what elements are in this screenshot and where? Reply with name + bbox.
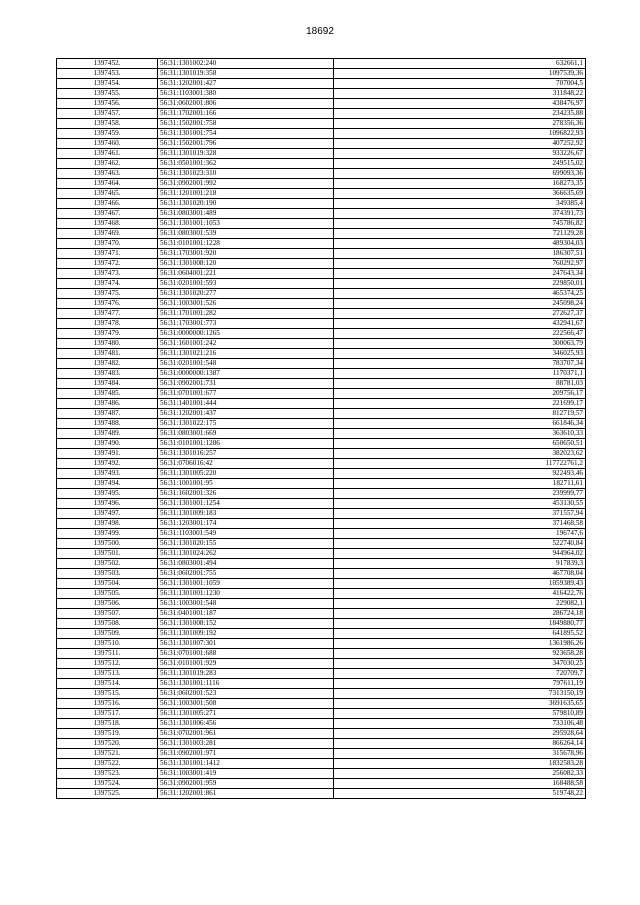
cadastral-number: 56:31:1301022:175 <box>158 419 334 429</box>
cadastral-number: 56:31:0501001:362 <box>158 159 334 169</box>
table-row <box>57 719 586 729</box>
table-row <box>57 249 586 259</box>
table-body <box>57 59 586 799</box>
row-number: 1397501. <box>57 549 158 559</box>
cadastral-value: 432941,67 <box>334 319 586 329</box>
table-row <box>57 299 586 309</box>
row-number: 1397457. <box>57 109 158 119</box>
table-row <box>57 489 586 499</box>
row-number: 1397507. <box>57 609 158 619</box>
cadastral-value: 229082,1 <box>334 599 586 609</box>
row-number: 1397465. <box>57 189 158 199</box>
row-number: 1397487. <box>57 409 158 419</box>
row-number: 1397462. <box>57 159 158 169</box>
table-row <box>57 69 586 79</box>
row-number: 1397481. <box>57 349 158 359</box>
cadastral-number: 56:31:0902001:971 <box>158 749 334 759</box>
row-number: 1397477. <box>57 309 158 319</box>
cadastral-value: 168488,58 <box>334 779 586 789</box>
row-number: 1397464. <box>57 179 158 189</box>
table-row <box>57 369 586 379</box>
cadastral-value: 407252,92 <box>334 139 586 149</box>
table-row <box>57 729 586 739</box>
cadastral-number: 56:31:0201001:593 <box>158 279 334 289</box>
table-row <box>57 759 586 769</box>
row-number: 1397503. <box>57 569 158 579</box>
row-number: 1397472. <box>57 259 158 269</box>
table-row <box>57 509 586 519</box>
cadastral-number: 56:31:1301006:456 <box>158 719 334 729</box>
cadastral-number: 56:31:1103001:380 <box>158 89 334 99</box>
cadastral-value: 1096822,93 <box>334 129 586 139</box>
table-row <box>57 199 586 209</box>
table-row <box>57 219 586 229</box>
cadastral-number: 56:31:1301019:283 <box>158 669 334 679</box>
table-row <box>57 359 586 369</box>
cadastral-value: 300063,79 <box>334 339 586 349</box>
cadastral-value: 933226,67 <box>334 149 586 159</box>
cadastral-number: 56:31:1301001:1053 <box>158 219 334 229</box>
cadastral-value: 1361986,26 <box>334 639 586 649</box>
cadastral-number: 56:31:1003001:419 <box>158 769 334 779</box>
cadastral-number: 56:31:1301002:240 <box>158 59 334 69</box>
cadastral-value: 229850,01 <box>334 279 586 289</box>
cadastral-value: 234235,88 <box>334 109 586 119</box>
cadastral-number: 56:31:1601001:242 <box>158 339 334 349</box>
cadastral-value: 209756,17 <box>334 389 586 399</box>
row-number: 1397482. <box>57 359 158 369</box>
cadastral-number: 56:31:0902001:959 <box>158 779 334 789</box>
row-number: 1397510. <box>57 639 158 649</box>
table-row <box>57 659 586 669</box>
cadastral-value: 641895,52 <box>334 629 586 639</box>
table-row <box>57 569 586 579</box>
cadastral-value: 371468,58 <box>334 519 586 529</box>
row-number: 1397520. <box>57 739 158 749</box>
cadastral-number: 56:31:0803001:669 <box>158 429 334 439</box>
cadastral-number: 56:31:1003001:508 <box>158 699 334 709</box>
row-number: 1397525. <box>57 789 158 799</box>
cadastral-number: 56:31:1301023:310 <box>158 169 334 179</box>
table-row <box>57 779 586 789</box>
cadastral-value: 721129,28 <box>334 229 586 239</box>
cadastral-number: 56:31:0803001:489 <box>158 209 334 219</box>
table-row <box>57 139 586 149</box>
row-number: 1397511. <box>57 649 158 659</box>
table-row <box>57 749 586 759</box>
cadastral-value: 699093,36 <box>334 169 586 179</box>
cadastral-value: 347030,25 <box>334 659 586 669</box>
table-row <box>57 129 586 139</box>
cadastral-number: 56:31:0701001:688 <box>158 649 334 659</box>
table-row <box>57 329 586 339</box>
row-number: 1397506. <box>57 599 158 609</box>
cadastral-value: 519748,22 <box>334 789 586 799</box>
cadastral-number: 56:31:1001001:95 <box>158 479 334 489</box>
row-number: 1397459. <box>57 129 158 139</box>
cadastral-number: 56:31:0602001:523 <box>158 689 334 699</box>
table-row <box>57 239 586 249</box>
cadastral-number: 56:31:1301001:1059 <box>158 579 334 589</box>
cadastral-number: 56:31:1502001:796 <box>158 139 334 149</box>
table-row <box>57 549 586 559</box>
table-row <box>57 649 586 659</box>
table-row <box>57 389 586 399</box>
cadastral-number: 56:31:1301020:190 <box>158 199 334 209</box>
table-row <box>57 619 586 629</box>
row-number: 1397517. <box>57 709 158 719</box>
table-row <box>57 319 586 329</box>
table-row <box>57 399 586 409</box>
cadastral-number: 56:31:0602001:806 <box>158 99 334 109</box>
cadastral-number: 56:31:1301009:183 <box>158 509 334 519</box>
row-number: 1397523. <box>57 769 158 779</box>
cadastral-number: 56:31:0000000:1265 <box>158 329 334 339</box>
row-number: 1397453. <box>57 69 158 79</box>
cadastral-value: 922493,46 <box>334 469 586 479</box>
table-row <box>57 189 586 199</box>
table-row <box>57 519 586 529</box>
row-number: 1397454. <box>57 79 158 89</box>
table-row <box>57 289 586 299</box>
table-row <box>57 259 586 269</box>
row-number: 1397495. <box>57 489 158 499</box>
row-number: 1397496. <box>57 499 158 509</box>
row-number: 1397519. <box>57 729 158 739</box>
cadastral-number: 56:31:1301019:358 <box>158 69 334 79</box>
cadastral-value: 453130,55 <box>334 499 586 509</box>
table-row <box>57 499 586 509</box>
row-number: 1397475. <box>57 289 158 299</box>
cadastral-number: 56:31:0604001:221 <box>158 269 334 279</box>
cadastral-value: 382023,62 <box>334 449 586 459</box>
table-row <box>57 149 586 159</box>
cadastral-number: 56:31:1201001:218 <box>158 189 334 199</box>
table-row <box>57 709 586 719</box>
row-number: 1397498. <box>57 519 158 529</box>
cadastral-value: 579810,89 <box>334 709 586 719</box>
cadastral-value: 632661,1 <box>334 59 586 69</box>
row-number: 1397524. <box>57 779 158 789</box>
table-row <box>57 689 586 699</box>
cadastral-number: 56:31:1702001:166 <box>158 109 334 119</box>
cadastral-number: 56:31:1301001:1116 <box>158 679 334 689</box>
table-row <box>57 559 586 569</box>
cadastral-number: 56:31:1301019:328 <box>158 149 334 159</box>
table-row <box>57 679 586 689</box>
row-number: 1397478. <box>57 319 158 329</box>
cadastral-value: 661846,34 <box>334 419 586 429</box>
table-row <box>57 739 586 749</box>
row-number: 1397509. <box>57 629 158 639</box>
cadastral-value: 923658,28 <box>334 649 586 659</box>
table-row <box>57 109 586 119</box>
table-row <box>57 99 586 109</box>
cadastral-value: 196747,6 <box>334 529 586 539</box>
cadastral-number: 56:31:1703001:773 <box>158 319 334 329</box>
cadastral-number: 56:31:1301008:152 <box>158 619 334 629</box>
cadastral-number: 56:31:1202001:437 <box>158 409 334 419</box>
cadastral-value: 522740,84 <box>334 539 586 549</box>
cadastral-value: 745786,82 <box>334 219 586 229</box>
row-number: 1397458. <box>57 119 158 129</box>
cadastral-number: 56:31:1301001:754 <box>158 129 334 139</box>
cadastral-number: 56:31:1301016:257 <box>158 449 334 459</box>
table-row <box>57 699 586 709</box>
table-row <box>57 469 586 479</box>
row-number: 1397522. <box>57 759 158 769</box>
cadastral-number: 56:31:1301021:216 <box>158 349 334 359</box>
row-number: 1397493. <box>57 469 158 479</box>
cadastral-value: 245098,24 <box>334 299 586 309</box>
table-row <box>57 599 586 609</box>
table-row <box>57 589 586 599</box>
cadastral-number: 56:31:1003001:548 <box>158 599 334 609</box>
table-row <box>57 339 586 349</box>
cadastral-number: 56:31:0602001:755 <box>158 569 334 579</box>
row-number: 1397468. <box>57 219 158 229</box>
cadastral-number: 56:31:1301024:262 <box>158 549 334 559</box>
row-number: 1397476. <box>57 299 158 309</box>
cadastral-number: 56:31:0902001:731 <box>158 379 334 389</box>
table-row <box>57 119 586 129</box>
row-number: 1397491. <box>57 449 158 459</box>
cadastral-value: 489304,03 <box>334 239 586 249</box>
cadastral-number: 56:31:1301005:220 <box>158 469 334 479</box>
cadastral-value: 7313150,19 <box>334 689 586 699</box>
cadastral-value: 707004,5 <box>334 79 586 89</box>
table-row <box>57 419 586 429</box>
cadastral-value: 465374,25 <box>334 289 586 299</box>
cadastral-value: 286724,18 <box>334 609 586 619</box>
cadastral-number: 56:31:0902001:992 <box>158 179 334 189</box>
cadastral-value: 295928,64 <box>334 729 586 739</box>
cadastral-value: 1097539,36 <box>334 69 586 79</box>
cadastral-number: 56:31:1301001:1230 <box>158 589 334 599</box>
cadastral-number: 56:31:1401001:444 <box>158 399 334 409</box>
table-row <box>57 349 586 359</box>
row-number: 1397488. <box>57 419 158 429</box>
table-row <box>57 79 586 89</box>
cadastral-value: 182711,61 <box>334 479 586 489</box>
row-number: 1397492. <box>57 459 158 469</box>
row-number: 1397463. <box>57 169 158 179</box>
row-number: 1397499. <box>57 529 158 539</box>
cadastral-number: 56:31:1202001:861 <box>158 789 334 799</box>
row-number: 1397497. <box>57 509 158 519</box>
cadastral-number: 56:31:1301008:120 <box>158 259 334 269</box>
cadastral-value: 438476,97 <box>334 99 586 109</box>
cadastral-number: 56:31:0702001:961 <box>158 729 334 739</box>
cadastral-value: 117722761,2 <box>334 459 586 469</box>
cadastral-number: 56:31:0101001:929 <box>158 659 334 669</box>
table-row <box>57 169 586 179</box>
cadastral-value: 315678,96 <box>334 749 586 759</box>
table-row <box>57 529 586 539</box>
table-row <box>57 159 586 169</box>
table-row <box>57 579 586 589</box>
cadastral-number: 56:31:1301007:301 <box>158 639 334 649</box>
cadastral-value: 720709,7 <box>334 669 586 679</box>
cadastral-number: 56:31:1203001:174 <box>158 519 334 529</box>
cadastral-value: 366635,69 <box>334 189 586 199</box>
cadastral-number: 56:31:1301001:1412 <box>158 759 334 769</box>
cadastral-value: 467708,04 <box>334 569 586 579</box>
row-number: 1397508. <box>57 619 158 629</box>
row-number: 1397479. <box>57 329 158 339</box>
row-number: 1397460. <box>57 139 158 149</box>
cadastral-value: 812719,57 <box>334 409 586 419</box>
table-row <box>57 269 586 279</box>
table-row <box>57 669 586 679</box>
row-number: 1397500. <box>57 539 158 549</box>
cadastral-value: 247643,34 <box>334 269 586 279</box>
cadastral-value: 917839,3 <box>334 559 586 569</box>
row-number: 1397467. <box>57 209 158 219</box>
row-number: 1397516. <box>57 699 158 709</box>
cadastral-value: 783707,34 <box>334 359 586 369</box>
row-number: 1397466. <box>57 199 158 209</box>
cadastral-number: 56:31:1301001:1254 <box>158 499 334 509</box>
row-number: 1397473. <box>57 269 158 279</box>
cadastral-number: 56:31:0701001:677 <box>158 389 334 399</box>
row-number: 1397486. <box>57 399 158 409</box>
row-number: 1397452. <box>57 59 158 69</box>
cadastral-value: 733106,48 <box>334 719 586 729</box>
row-number: 1397483. <box>57 369 158 379</box>
row-number: 1397471. <box>57 249 158 259</box>
cadastral-value: 249515,02 <box>334 159 586 169</box>
cadastral-number: 56:31:0803001:539 <box>158 229 334 239</box>
cadastral-value: 760292,97 <box>334 259 586 269</box>
table-row <box>57 179 586 189</box>
row-number: 1397494. <box>57 479 158 489</box>
cadastral-value: 221699,17 <box>334 399 586 409</box>
page-number: 18692 <box>306 26 334 37</box>
cadastral-value: 650650,51 <box>334 439 586 449</box>
cadastral-value: 311848,22 <box>334 89 586 99</box>
row-number: 1397469. <box>57 229 158 239</box>
table-row <box>57 539 586 549</box>
table-row <box>57 449 586 459</box>
cadastral-number: 56:31:1003001:526 <box>158 299 334 309</box>
cadastral-value: 256082,33 <box>334 769 586 779</box>
row-number: 1397513. <box>57 669 158 679</box>
table-row <box>57 209 586 219</box>
cadastral-value: 374391,73 <box>334 209 586 219</box>
cadastral-number: 56:31:1301020:155 <box>158 539 334 549</box>
cadastral-number: 56:31:1301005:271 <box>158 709 334 719</box>
row-number: 1397470. <box>57 239 158 249</box>
cadastral-value: 1849880,77 <box>334 619 586 629</box>
table-row <box>57 229 586 239</box>
table-row <box>57 459 586 469</box>
cadastral-value: 222566,47 <box>334 329 586 339</box>
cadastral-value: 278356,36 <box>334 119 586 129</box>
cadastral-number: 56:31:0803001:494 <box>158 559 334 569</box>
cadastral-value: 168273,35 <box>334 179 586 189</box>
cadastral-value: 363610,33 <box>334 429 586 439</box>
row-number: 1397505. <box>57 589 158 599</box>
row-number: 1397490. <box>57 439 158 449</box>
row-number: 1397504. <box>57 579 158 589</box>
cadastral-number: 56:31:1202001:427 <box>158 79 334 89</box>
table-row <box>57 439 586 449</box>
cadastral-value: 1832583,28 <box>334 759 586 769</box>
cadastral-number: 56:31:1103001:549 <box>158 529 334 539</box>
cadastral-number: 56:31:1301009:192 <box>158 629 334 639</box>
cadastral-number: 56:31:0101001:1228 <box>158 239 334 249</box>
row-number: 1397514. <box>57 679 158 689</box>
row-number: 1397455. <box>57 89 158 99</box>
table-row <box>57 429 586 439</box>
cadastral-value: 944964,02 <box>334 549 586 559</box>
row-number: 1397485. <box>57 389 158 399</box>
row-number: 1397480. <box>57 339 158 349</box>
row-number: 1397502. <box>57 559 158 569</box>
cadastral-value: 3691635,65 <box>334 699 586 709</box>
cadastral-value-table <box>56 58 586 799</box>
cadastral-number: 56:31:1701001:282 <box>158 309 334 319</box>
row-number: 1397515. <box>57 689 158 699</box>
cadastral-value: 1059389,43 <box>334 579 586 589</box>
cadastral-value: 797611,19 <box>334 679 586 689</box>
table-row <box>57 89 586 99</box>
cadastral-number: 56:31:0706016:42 <box>158 459 334 469</box>
cadastral-value: 346025,93 <box>334 349 586 359</box>
table-row <box>57 309 586 319</box>
table-row <box>57 789 586 799</box>
cadastral-value: 88781,03 <box>334 379 586 389</box>
cadastral-value: 186307,51 <box>334 249 586 259</box>
table-row <box>57 479 586 489</box>
row-number: 1397461. <box>57 149 158 159</box>
cadastral-value: 272627,37 <box>334 309 586 319</box>
row-number: 1397456. <box>57 99 158 109</box>
table-row <box>57 769 586 779</box>
cadastral-number: 56:31:0101001:1286 <box>158 439 334 449</box>
cadastral-value: 866264,14 <box>334 739 586 749</box>
row-number: 1397518. <box>57 719 158 729</box>
table-row <box>57 639 586 649</box>
cadastral-value: 371557,94 <box>334 509 586 519</box>
cadastral-number: 56:31:1703001:920 <box>158 249 334 259</box>
cadastral-value: 416422,76 <box>334 589 586 599</box>
cadastral-number: 56:31:0401001:187 <box>158 609 334 619</box>
table-row <box>57 409 586 419</box>
cadastral-value: 1170371,1 <box>334 369 586 379</box>
cadastral-number: 56:31:0201001:548 <box>158 359 334 369</box>
row-number: 1397512. <box>57 659 158 669</box>
row-number: 1397474. <box>57 279 158 289</box>
cadastral-number: 56:31:0000000:1387 <box>158 369 334 379</box>
cadastral-value: 239999,77 <box>334 489 586 499</box>
cadastral-value: 349385,4 <box>334 199 586 209</box>
cadastral-number: 56:31:1502001:758 <box>158 119 334 129</box>
table-row <box>57 609 586 619</box>
cadastral-number: 56:31:1602001:326 <box>158 489 334 499</box>
table-row <box>57 629 586 639</box>
row-number: 1397489. <box>57 429 158 439</box>
table-row <box>57 59 586 69</box>
table-row <box>57 379 586 389</box>
cadastral-number: 56:31:1301020:277 <box>158 289 334 299</box>
table-row <box>57 279 586 289</box>
row-number: 1397484. <box>57 379 158 389</box>
cadastral-number: 56:31:1301003:281 <box>158 739 334 749</box>
row-number: 1397521. <box>57 749 158 759</box>
